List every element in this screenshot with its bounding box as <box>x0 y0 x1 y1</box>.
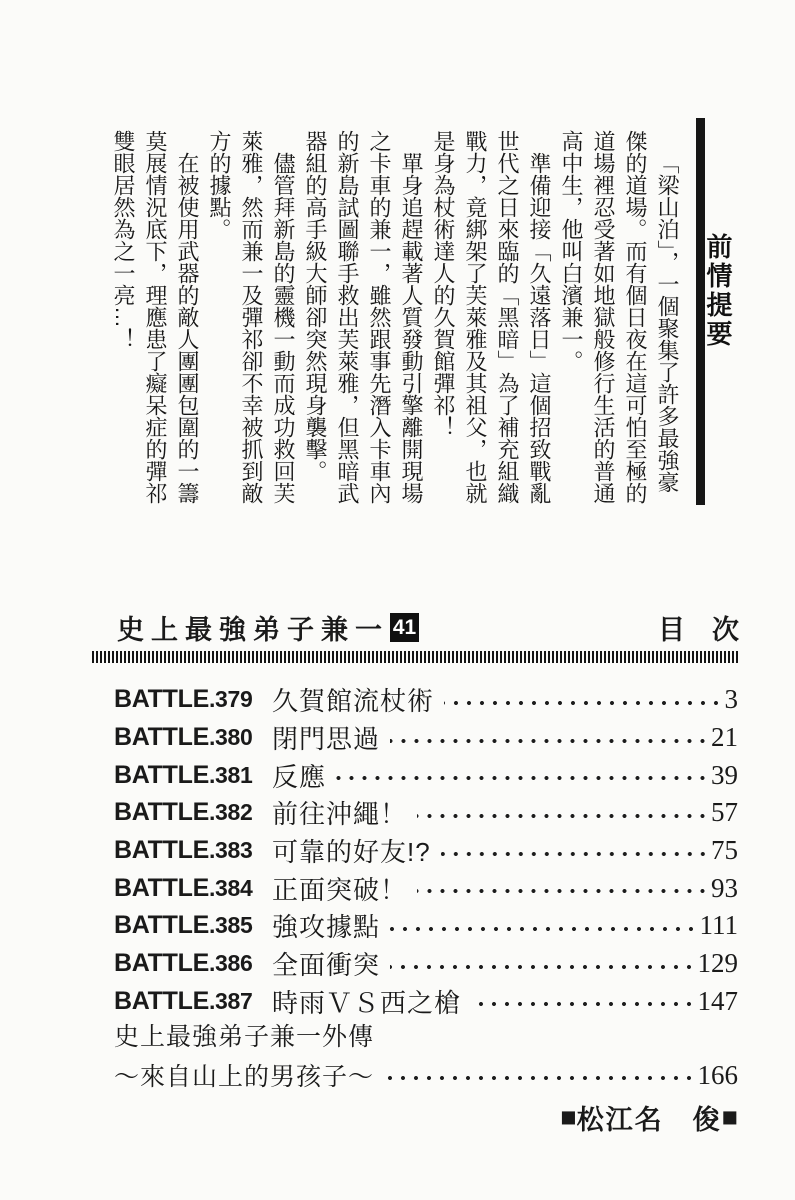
chapter-title: 強攻據點 <box>272 912 381 943</box>
dot-leader <box>444 700 722 706</box>
chapter-code <box>114 798 272 827</box>
page-number: 21 <box>711 722 738 753</box>
chapter-code <box>114 685 272 714</box>
synopsis-paragraph: 單身追趕載著人質發動引擎離開現場之卡車的兼一，雖然跟事先潛入卡車內的新島試圖聯手救出芙萊雅，但黑暗武器組的高手級大師卻突然現身襲擊。 <box>303 130 424 504</box>
synopsis-paragraph: 準備迎接「久遠落日」這個招致戰亂世代之日來臨的「黑暗」為了補充組織戰力，竟綁架了芙萊雅及其祖父，也就是身為杖術達人的久賀館彈祁！ <box>431 130 552 504</box>
side-story-subtitle: ～來自山上的男孩子～ <box>114 1063 375 1091</box>
page-number: 3 <box>724 684 738 715</box>
dot-leader <box>384 1075 695 1081</box>
chapter-number: .383 <box>208 837 253 864</box>
toc-entry <box>114 756 738 794</box>
chapter-prefix: BATTLE <box>114 798 209 827</box>
chapter-prefix: BATTLE <box>114 723 209 752</box>
chapter-number: .387 <box>208 987 253 1014</box>
chapter-code <box>114 836 272 865</box>
synopsis-paragraph: 在被使用武器的敵人團團包圍的一籌莫展情況底下，理應患了癡呆症的彈祁雙眼居然為之一亮…！ <box>111 130 200 504</box>
chapter-prefix: BATTLE <box>114 873 209 902</box>
page-number: 39 <box>711 759 738 790</box>
chapter-prefix: BATTLE <box>114 836 209 865</box>
toc-entry <box>114 869 738 907</box>
toc-entry <box>114 681 738 719</box>
chapter-prefix: BATTLE <box>114 911 209 940</box>
chapter-number: .386 <box>208 950 253 977</box>
chapter-title: 可靠的好友!? <box>272 837 431 868</box>
page-number: 93 <box>711 872 738 903</box>
synopsis-text <box>107 130 683 507</box>
chapter-number: .384 <box>208 874 253 901</box>
toc-entry <box>114 983 738 1021</box>
chapter-title: 反應 <box>272 761 327 792</box>
dot-leader <box>390 964 695 970</box>
synopsis-paragraph: 「梁山泊」，一個聚集了許多最強豪傑的道場。而有個日夜在這可怕至極的道場裡忍受著如地獄般修行生活的普通高中生，他叫白濱兼一。 <box>559 130 680 504</box>
toc-entry <box>114 719 738 757</box>
chapter-prefix: BATTLE <box>114 949 209 978</box>
chapter-code <box>114 874 272 903</box>
chapter-number: .382 <box>208 799 253 826</box>
chapter-code <box>114 723 272 752</box>
dot-leader <box>471 1001 695 1007</box>
divider-stripes <box>92 651 740 663</box>
chapter-code <box>114 949 272 978</box>
toc-heading: 目 次 <box>658 615 739 645</box>
chapter-code <box>114 761 272 790</box>
chapter-prefix: BATTLE <box>114 685 209 714</box>
square-mark-icon: ■ <box>560 1102 577 1132</box>
page-number: 166 <box>697 1059 738 1090</box>
page-number: 147 <box>697 985 738 1016</box>
synopsis-paragraph: 儘管拜新島的靈機一動而成功救回芙萊雅，然而兼一及彈祁卻不幸被抓到敵方的據點。 <box>207 130 296 504</box>
page-number: 111 <box>699 910 738 941</box>
page-number: 75 <box>711 835 738 866</box>
page-number: 129 <box>697 948 738 979</box>
volume-badge: 41 <box>390 613 419 642</box>
dot-leader <box>390 738 709 744</box>
toc-entry-list <box>114 681 738 1020</box>
chapter-code <box>114 987 272 1016</box>
chapter-title: 前往沖繩！ <box>272 799 408 830</box>
chapter-prefix: BATTLE <box>114 986 209 1015</box>
toc-header <box>117 608 739 647</box>
side-story-entry <box>114 1018 738 1094</box>
series-title-text: 史上最強弟子兼一 <box>117 615 389 645</box>
toc-entry <box>114 832 738 870</box>
dot-leader <box>336 775 709 781</box>
chapter-title: 閉門思過 <box>272 724 381 755</box>
toc-entry <box>114 794 738 832</box>
chapter-number: .379 <box>208 686 253 713</box>
side-story-title: 史上最強弟子兼一外傳 <box>114 1023 375 1051</box>
toc-entry <box>114 945 738 983</box>
synopsis-heading: 前情提要 <box>703 233 733 349</box>
page-number: 57 <box>711 797 738 828</box>
author-name: 松江名 俊 <box>576 1105 722 1135</box>
chapter-number: .385 <box>208 912 253 939</box>
dot-leader <box>417 888 709 894</box>
chapter-number: .380 <box>208 724 253 751</box>
dot-leader <box>390 926 697 932</box>
chapter-code <box>114 911 272 940</box>
author-credit <box>560 1098 738 1137</box>
series-title <box>117 608 419 647</box>
square-mark-icon: ■ <box>721 1102 738 1132</box>
chapter-prefix: BATTLE <box>114 760 209 789</box>
chapter-number: .381 <box>208 761 253 788</box>
dot-leader <box>417 813 709 819</box>
chapter-title: 時雨ＶＳ西之槍 <box>272 987 462 1018</box>
chapter-title: 久賀館流杖術 <box>272 686 435 717</box>
chapter-title: 正面突破！ <box>272 874 408 905</box>
toc-entry <box>114 907 738 945</box>
dot-leader <box>441 851 709 857</box>
chapter-title: 全面衝突 <box>272 950 381 981</box>
